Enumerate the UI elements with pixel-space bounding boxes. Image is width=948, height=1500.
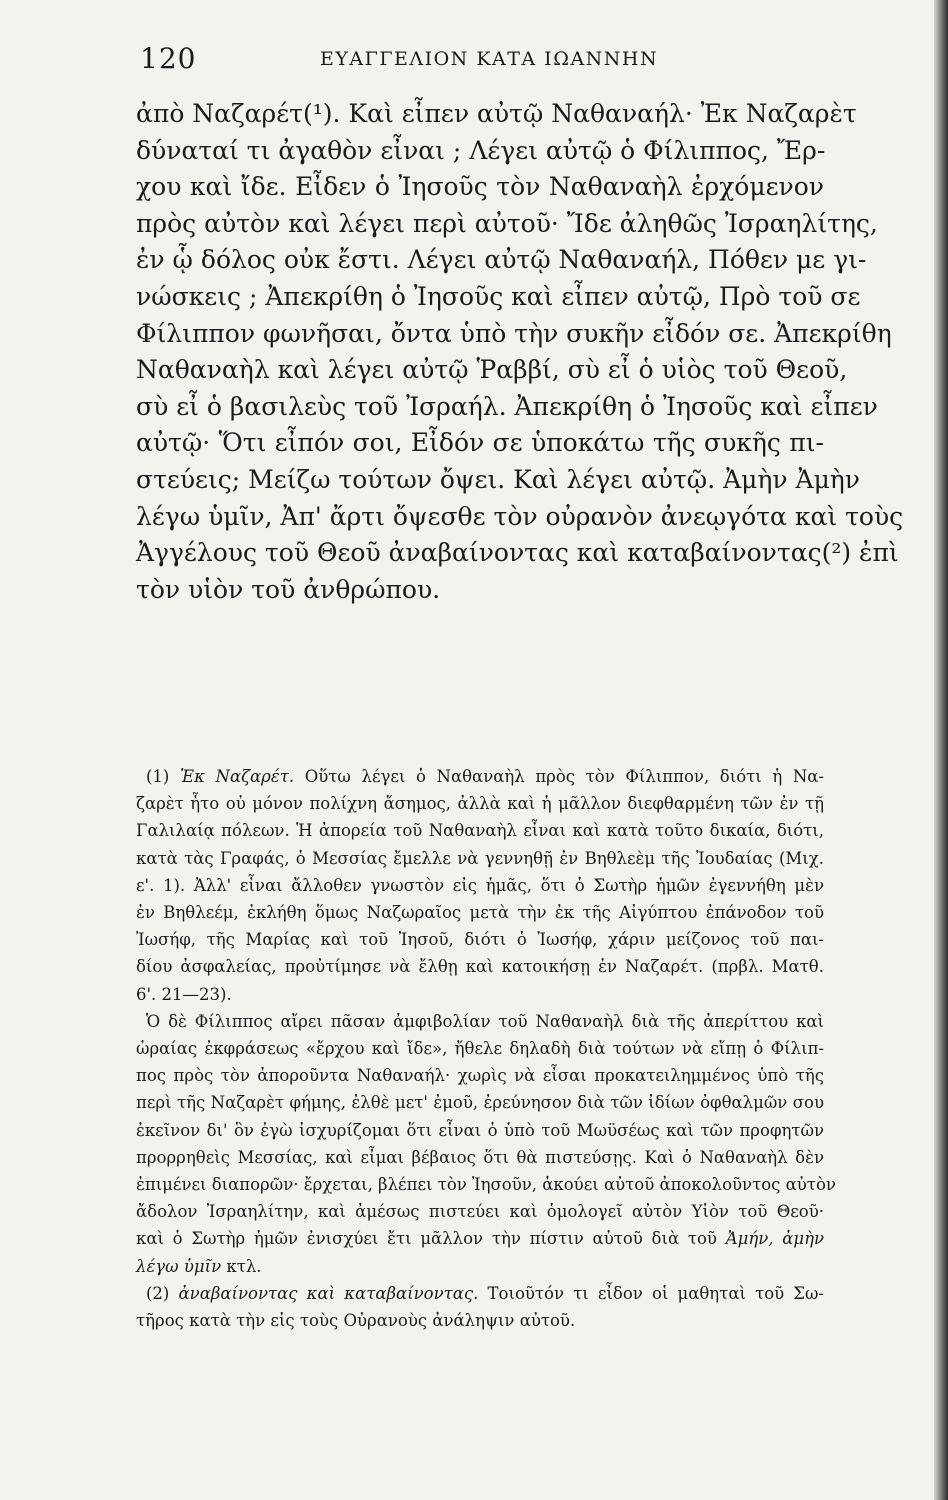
footnote-line: πος πρὸς τὸν ἀποροῦντα Ναθαναήλ· χωρὶς νὰ εἶσαι προκατειλημμένος ὑπὸ τῆς [136, 1066, 824, 1086]
footnote-line [136, 1225, 824, 1252]
text-line: Ἀγγέλους τοῦ Θεοῦ ἀναβαίνοντας καὶ καταβαίνοντας(²) ἐπὶ [136, 538, 899, 568]
footnote-italic: Ἀμήν, ἀμὴν [725, 1229, 825, 1249]
text-line: ἐν ᾧ δόλος οὐκ ἔστι. Λέγει αὐτῷ Ναθαναήλ, Πόθεν με γι- [136, 245, 867, 275]
footnote-1-text: Οὕτω λέγει ὁ Ναθαναὴλ πρὸς τὸν Φίλιππον, διότι ἡ Να- [304, 767, 825, 786]
footnote-line: προρρηθεὶς Μεσσίας, καὶ εἶμαι βέβαιος ὅτι θὰ πιστεύσῃς. Καὶ ὁ Ναθαναὴλ δὲν [136, 1147, 824, 1167]
footnote-line: ἐπιμένει διαπορῶν· ἔρχεται, βλέπει τὸν Ἰησοῦν, ἀκούει αὐτοῦ ἀποκολοῦντος αὐτὸν [136, 1175, 836, 1195]
footnote-line: ε'. 1). Ἀλλ' εἶναι ἄλλοθεν γνωστὸν εἰς ἡμᾶς, ὅτι ὁ Σωτὴρ ἡμῶν ἐγεννήθη μὲν [136, 875, 824, 895]
text-line: στεύεις; Μείζω τούτων ὄψει. Καὶ λέγει αὐτῷ. Ἀμὴν Ἀμὴν [136, 464, 860, 494]
text-line: δύναταί τι ἀγαθὸν εἶναι ; Λέγει αὐτῷ ὁ Φίλιππος, Ἔρ- [136, 135, 826, 165]
text-line: Ναθαναὴλ καὶ λέγει αὐτῷ Ῥαββί, σὺ εἶ ὁ υἱὸς τοῦ Θεοῦ, [136, 355, 848, 385]
footnotes [136, 763, 836, 1334]
footnote-line: Ἰωσήφ, τῆς Μαρίας καὶ τοῦ Ἰησοῦ, διότι ὁ Ἰωσήφ, χάριν μείζονος τοῦ παι- [136, 930, 824, 950]
text-line: αὐτῷ· Ὅτι εἶπόν σοι, Εἶδόν σε ὑποκάτω τῆς συκῆς πι- [136, 428, 824, 458]
page-header [140, 42, 820, 82]
footnote-1-label: Ἐκ Ναζαρέτ. [180, 767, 295, 786]
footnote-line: ἐκεῖνον δι' ὃν ἐγὼ ἰσχυρίζομαι ὅτι εἶναι ὁ ὑπὸ τοῦ Μωϋσέως καὶ τῶν προφητῶν [136, 1120, 824, 1140]
text-line: τὸν υἱὸν τοῦ ἀνθρώπου. [136, 574, 441, 604]
footnote-line: ὡραίας ἐκφράσεως «ἔρχου καὶ ἴδε», ἤθελε δηλαδὴ διὰ τούτων νὰ εἴπῃ ὁ Φίλιπ- [136, 1039, 824, 1059]
footnote-line: 6'. 21—23). [136, 984, 232, 1004]
text-line: πρὸς αὐτὸν καὶ λέγει περὶ αὐτοῦ· Ἴδε ἀληθῶς Ἰσραηλίτης, [136, 208, 878, 238]
footnote-line: δίου ἀσφαλείας, προὐτίμησε νὰ ἔλθῃ καὶ κατοικήσῃ ἐν Ναζαρέτ. (πρβλ. Ματθ. [136, 957, 824, 977]
footnote-2-first-line [136, 1280, 824, 1307]
footnote-line: τῆρος κατὰ τὴν εἰς τοὺς Οὐρανοὺς ἀνάληψιν αὐτοῦ. [136, 1311, 576, 1331]
text-line: νώσκεις ; Ἀπεκρίθη ὁ Ἰησοῦς καὶ εἶπεν αὐτῷ, Πρὸ τοῦ σε [136, 281, 861, 311]
footnote-line: Ὁ δὲ Φίλιππος αἴρει πᾶσαν ἀμφιβολίαν τοῦ Ναθαναὴλ διὰ τῆς ἀπερίττου καὶ [146, 1011, 824, 1031]
text-line: σὺ εἶ ὁ βασιλεὺς τοῦ Ἰσραήλ. Ἀπεκρίθη ὁ Ἰησοῦς καὶ εἶπεν [136, 391, 878, 421]
footnote-line [136, 1253, 824, 1280]
footnote-line: ζαρὲτ ἦτο οὐ μόνον πολίχνη ἄσημος, ἀλλὰ καὶ ἡ μᾶλλον διεφθαρμένη τῶν ἐν τῇ [136, 794, 824, 814]
page-edge-shadow [934, 0, 948, 1500]
footnote-text: καὶ ὁ Σωτὴρ ἡμῶν ἐνισχύει ἔτι μᾶλλον τὴν πίστιν αὐτοῦ διὰ τοῦ [136, 1229, 717, 1249]
text-line: Φίλιππον φωνῆσαι, ὄντα ὑπὸ τὴν συκῆν εἶδόν σε. Ἀπεκρίθη [136, 318, 892, 348]
text-line: λέγω ὑμῖν, Ἀπ' ἄρτι ὄψεσθε τὸν οὐρανὸν ἀνεῳγότα καὶ τοὺς [136, 501, 904, 531]
footnote-line: περὶ τῆς Ναζαρὲτ φήμης, ἐλθὲ μετ' ἐμοῦ, ἐρεύνησον διὰ τῶν ἰδίων ὀφθαλμῶν σου [136, 1093, 824, 1113]
footnote-italic: λέγω ὑμῖν [136, 1256, 222, 1276]
text-line: χου καὶ ἴδε. Εἶδεν ὁ Ἰησοῦς τὸν Ναθαναὴλ ἐρχόμενον [136, 172, 824, 202]
footnote-line: ἐν Βηθλεέμ, ἐκλήθη ὅμως Ναζωραῖος μετὰ τὴν ἐκ τῆς Αἰγύπτου ἐπάνοδον τοῦ [136, 903, 824, 923]
footnote-2-text: Τοιοῦτόν τι εἶδον οἱ μαθηταὶ τοῦ Σω- [487, 1283, 825, 1303]
text-line: ἀπὸ Ναζαρέτ(¹). Καὶ εἶπεν αὐτῷ Ναθαναήλ· Ἐκ Ναζαρὲτ [136, 99, 857, 128]
footnote-2-label: ἀναβαίνοντας καὶ καταβαίνοντας. [178, 1283, 479, 1303]
footnote-2-marker: (2) [146, 1283, 170, 1303]
footnote-text: κτλ. [226, 1256, 262, 1276]
running-title: ΕΥΑΓΓΕΛΙΟΝ ΚΑΤΑ ΙΩΑΝΝΗΝ [320, 48, 659, 70]
page-number: 120 [140, 42, 197, 75]
footnote-line: Γαλιλαίᾳ πόλεων. Ἡ ἀπορεία τοῦ Ναθαναὴλ εἶναι καὶ κατὰ τοῦτο δικαία, διότι, [136, 821, 824, 841]
footnote-1-first-line [136, 763, 824, 790]
main-text [136, 96, 904, 608]
footnote-line: ἄδολον Ἰσραηλίτην, καὶ ἀμέσως πιστεύει καὶ ὁμολογεῖ αὐτὸν Υἱὸν τοῦ Θεοῦ· [136, 1202, 824, 1222]
footnote-1-marker: (1) [146, 767, 170, 786]
footnote-line: κατὰ τὰς Γραφάς, ὁ Μεσσίας ἔμελλε νὰ γεννηθῇ ἐν Βηθλεὲμ τῆς Ἰουδαίας (Μιχ. [136, 848, 824, 868]
